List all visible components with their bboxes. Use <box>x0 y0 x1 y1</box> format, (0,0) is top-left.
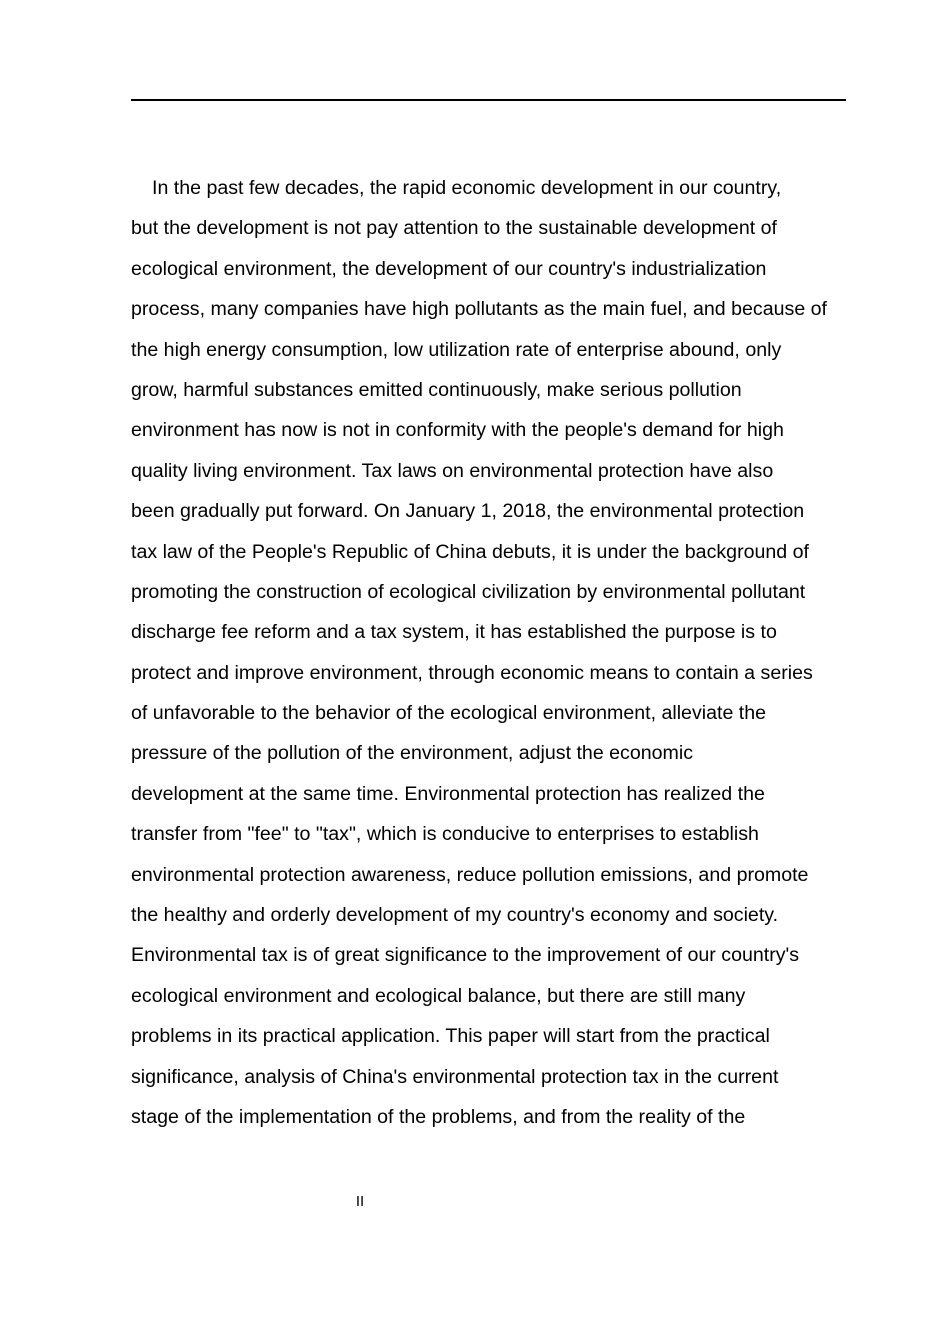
header-rule <box>131 99 846 101</box>
text-line: environment has now is not in conformity with the people's demand for high <box>131 419 784 442</box>
text-line: development at the same time. Environmental protection has realized the <box>131 782 765 805</box>
text-line: problems in its practical application. This paper will start from the practical <box>131 1025 770 1048</box>
text-line: In the past few decades, the rapid economic development in our country, <box>152 177 782 199</box>
text-line: ecological environment and ecological balance, but there are still many <box>131 984 746 1007</box>
body-paragraph <box>131 168 827 1137</box>
text-line: of unfavorable to the behavior of the ecological environment, alleviate the <box>131 702 767 725</box>
text-line: Environmental tax is of great significance to the improvement of our country's <box>131 944 800 967</box>
text-line: environmental protection awareness, reduce pollution emissions, and promote <box>131 863 809 886</box>
text-line: significance, analysis of China's environmental protection tax in the current <box>131 1065 779 1088</box>
text-line: been gradually put forward. On January 1, 2018, the environmental protection <box>131 500 805 523</box>
text-line: quality living environment. Tax laws on environmental protection have also <box>131 459 774 482</box>
text-line: ecological environment, the development of our country's industrialization <box>131 257 767 280</box>
text-line: pressure of the pollution of the environment, adjust the economic <box>131 742 694 765</box>
text-line: grow, harmful substances emitted continuously, make serious pollution <box>131 378 742 401</box>
text-line: stage of the implementation of the problems, and from the reality of the <box>131 1105 746 1128</box>
text-line: the healthy and orderly development of my country's economy and society. <box>131 904 779 927</box>
text-line: the high energy consumption, low utilization rate of enterprise abound, only <box>131 338 782 361</box>
text-line: promoting the construction of ecological civilization by environmental pollutant <box>131 580 806 603</box>
text-line: tax law of the People's Republic of China debuts, it is under the background of <box>131 540 809 563</box>
text-line: transfer from "fee" to "tax", which is conducive to enterprises to establish <box>131 823 759 846</box>
text-line: discharge fee reform and a tax system, it has established the purpose is to <box>131 621 777 644</box>
text-line: protect and improve environment, through economic means to contain a series <box>131 661 813 684</box>
page-number: II <box>355 1193 365 1210</box>
text-line: process, many companies have high pollutants as the main fuel, and because of <box>131 298 827 321</box>
text-line: but the development is not pay attention to the sustainable development of <box>131 217 777 240</box>
